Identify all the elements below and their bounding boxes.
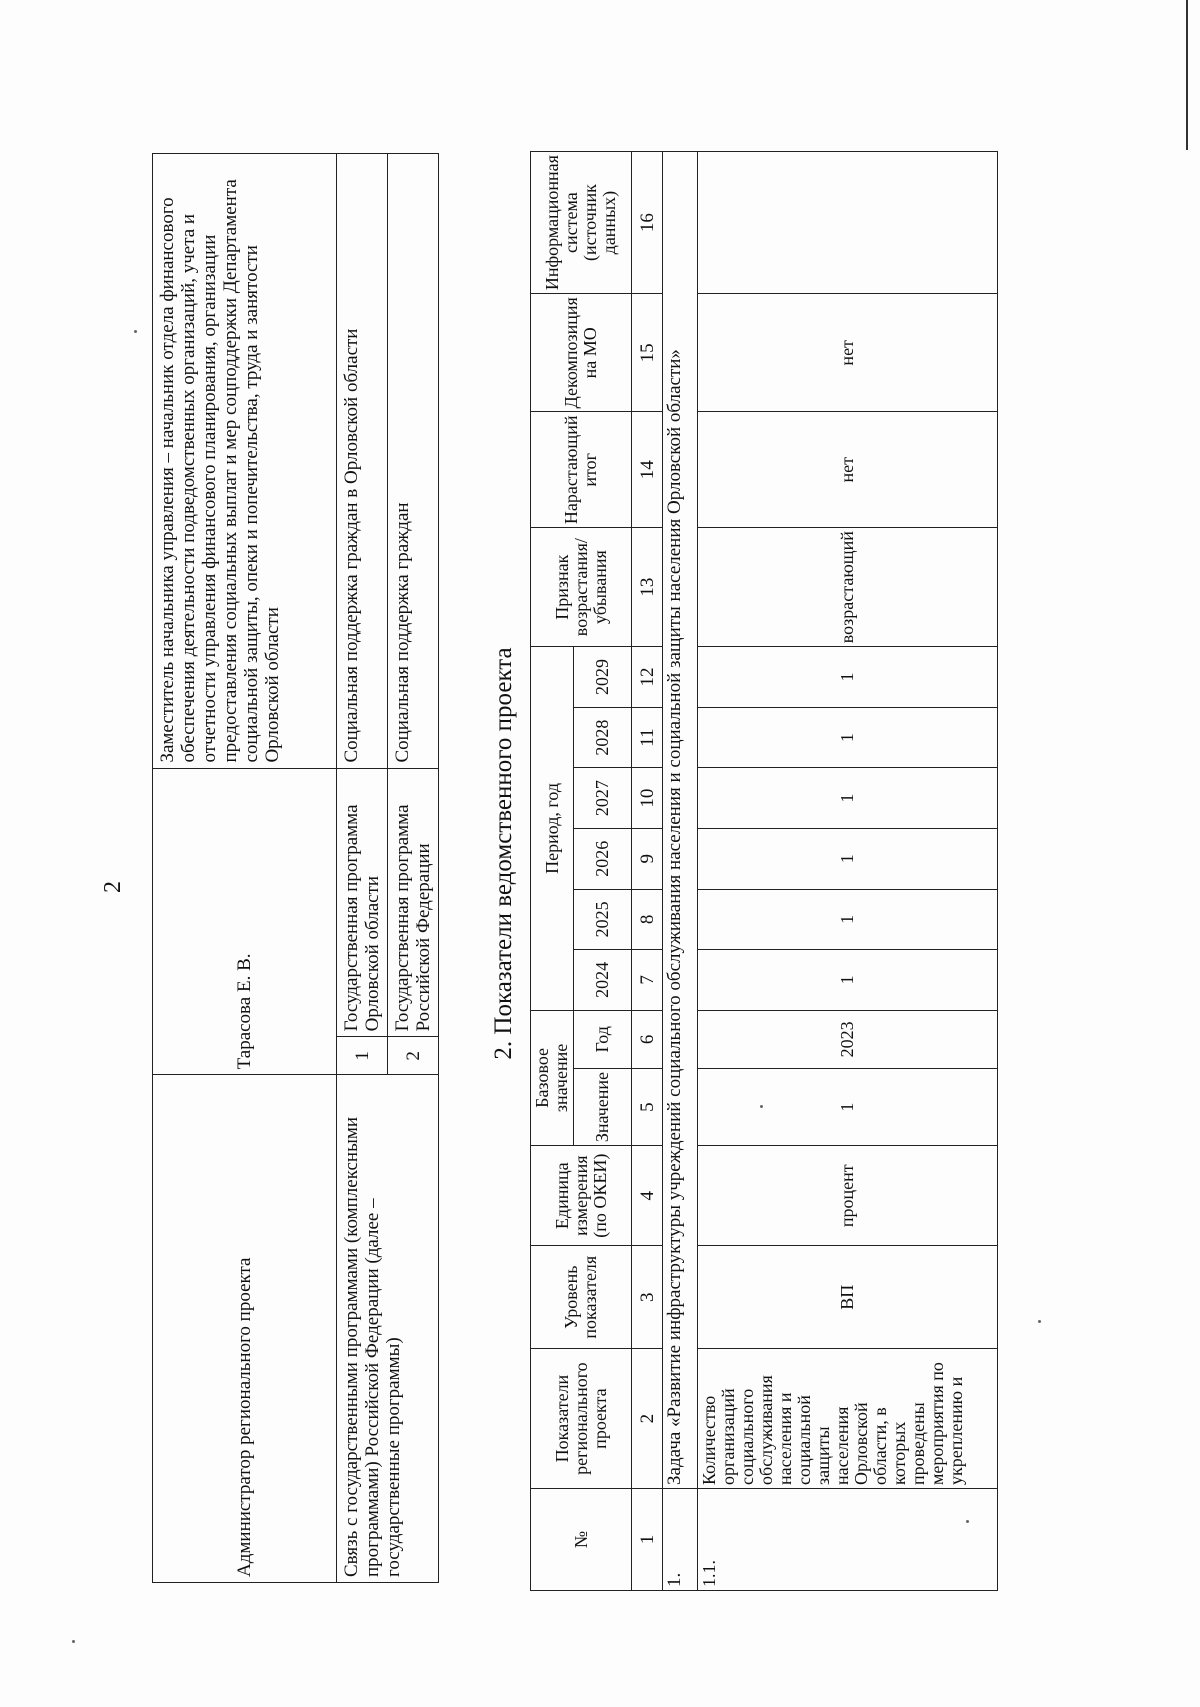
scan-speck xyxy=(134,330,137,333)
header-unit: Единица измерения (по ОКЕИ) xyxy=(531,1146,632,1246)
row-value-2028: 1 xyxy=(698,707,998,768)
header-year-2028: 2028 xyxy=(574,707,632,768)
row-value-2025: 1 xyxy=(698,889,998,950)
header-level: Уровень показателя xyxy=(531,1246,632,1349)
link-row-1-program: Государственная программа Орловской области xyxy=(337,768,388,1037)
row-value-2026: 1 xyxy=(698,828,998,889)
link-row-1-name: Социальная поддержка граждан в Орловской области xyxy=(337,154,388,769)
task-row xyxy=(663,152,698,1591)
header-info-system: Информационная система (источник данных) xyxy=(531,152,632,294)
column-number-row xyxy=(632,152,663,1591)
admin-position: Заместитель начальника управления – начальник отдела финансового обеспечения деятельности подведомственных организаций, учета и отчетности управления финансового планирования, организации предоставления социальных выплат и мер соцподдержки Департамента социальной защиты, опеки и попечительства, труда и занятости Орловской области xyxy=(153,154,337,769)
scan-speck xyxy=(760,1105,763,1108)
header-decomp: Декомпозиция на МО xyxy=(531,294,632,412)
col-number: 13 xyxy=(632,528,663,647)
row-value-2027: 1 xyxy=(698,768,998,829)
col-number: 15 xyxy=(632,294,663,412)
row-indicator-name: Количество организаций социального обслуживания населения и социальной защиты населения Орловской области, в которых проведены мероприятия по укреплению и xyxy=(698,1349,998,1489)
task-num: 1. xyxy=(663,1488,698,1590)
link-row-2-program: Государственная программа Российской Федерации xyxy=(388,768,439,1037)
row-sign: возрастающий xyxy=(698,528,998,647)
col-number: 16 xyxy=(632,152,663,294)
indicators-table xyxy=(530,151,998,1591)
col-number: 4 xyxy=(632,1146,663,1246)
scan-speck xyxy=(72,1640,75,1643)
col-number: 6 xyxy=(632,1010,663,1068)
col-number: 9 xyxy=(632,828,663,889)
col-number: 7 xyxy=(632,950,663,1011)
col-number: 5 xyxy=(632,1068,663,1145)
header-base-value: Значение xyxy=(574,1068,632,1145)
header-indicator: Показатели регионального проекта xyxy=(531,1349,632,1489)
link-row-1-num: 1 xyxy=(337,1037,388,1075)
col-number: 14 xyxy=(632,412,663,528)
col-number: 3 xyxy=(632,1246,663,1349)
header-base-year: Год xyxy=(574,1010,632,1068)
col-number: 8 xyxy=(632,889,663,950)
header-sign: Признак возрастания/убывания xyxy=(531,528,632,647)
header-num: № xyxy=(531,1488,632,1590)
col-number: 12 xyxy=(632,647,663,708)
row-info-system xyxy=(698,152,998,294)
col-number: 11 xyxy=(632,707,663,768)
header-year-2025: 2025 xyxy=(574,889,632,950)
link-row-2-name: Социальная поддержка граждан xyxy=(388,154,439,769)
task-text: Задача «Развитие инфраструктуры учреждений социального обслуживания населения и социальной защиты населения Орловской области» xyxy=(663,152,698,1489)
header-year-2027: 2027 xyxy=(574,768,632,829)
row-num: 1.1. xyxy=(698,1488,998,1590)
link-label: Связь с государственными программами (комплексными программами) Российской Федерации (далее – государственные программы) xyxy=(337,1075,439,1583)
header-base: Базовое значение xyxy=(531,1010,574,1146)
col-number: 1 xyxy=(632,1488,663,1590)
header-cumulative: Нарастающий итог xyxy=(531,412,632,528)
page-number: 2 xyxy=(100,881,126,893)
row-unit: процент xyxy=(698,1146,998,1246)
row-value-2024: 1 xyxy=(698,950,998,1011)
admin-label: Администратор регионального проекта xyxy=(153,1075,337,1583)
section-title: 2. Показатели ведомственного проекта xyxy=(490,647,517,1060)
header-year-2026: 2026 xyxy=(574,828,632,889)
link-row-2-num: 2 xyxy=(388,1037,439,1075)
row-level: ВП xyxy=(698,1246,998,1349)
row-cumulative: нет xyxy=(698,412,998,528)
scan-speck xyxy=(966,1520,969,1523)
row-value-2029: 1 xyxy=(698,647,998,708)
col-number: 2 xyxy=(632,1349,663,1489)
scan-speck xyxy=(1038,1320,1041,1323)
header-year-2029: 2029 xyxy=(574,647,632,708)
project-info-table xyxy=(152,153,439,1583)
scan-edge-mark xyxy=(1186,0,1188,150)
row-base-value: 1 xyxy=(698,1068,998,1145)
row-decomp: нет xyxy=(698,294,998,412)
admin-name: Тарасова Е. В. xyxy=(153,768,337,1075)
row-base-year: 2023 xyxy=(698,1010,998,1068)
header-year-2024: 2024 xyxy=(574,950,632,1011)
col-number: 10 xyxy=(632,768,663,829)
header-period: Период, год xyxy=(531,647,574,1010)
indicator-row xyxy=(698,152,998,1591)
